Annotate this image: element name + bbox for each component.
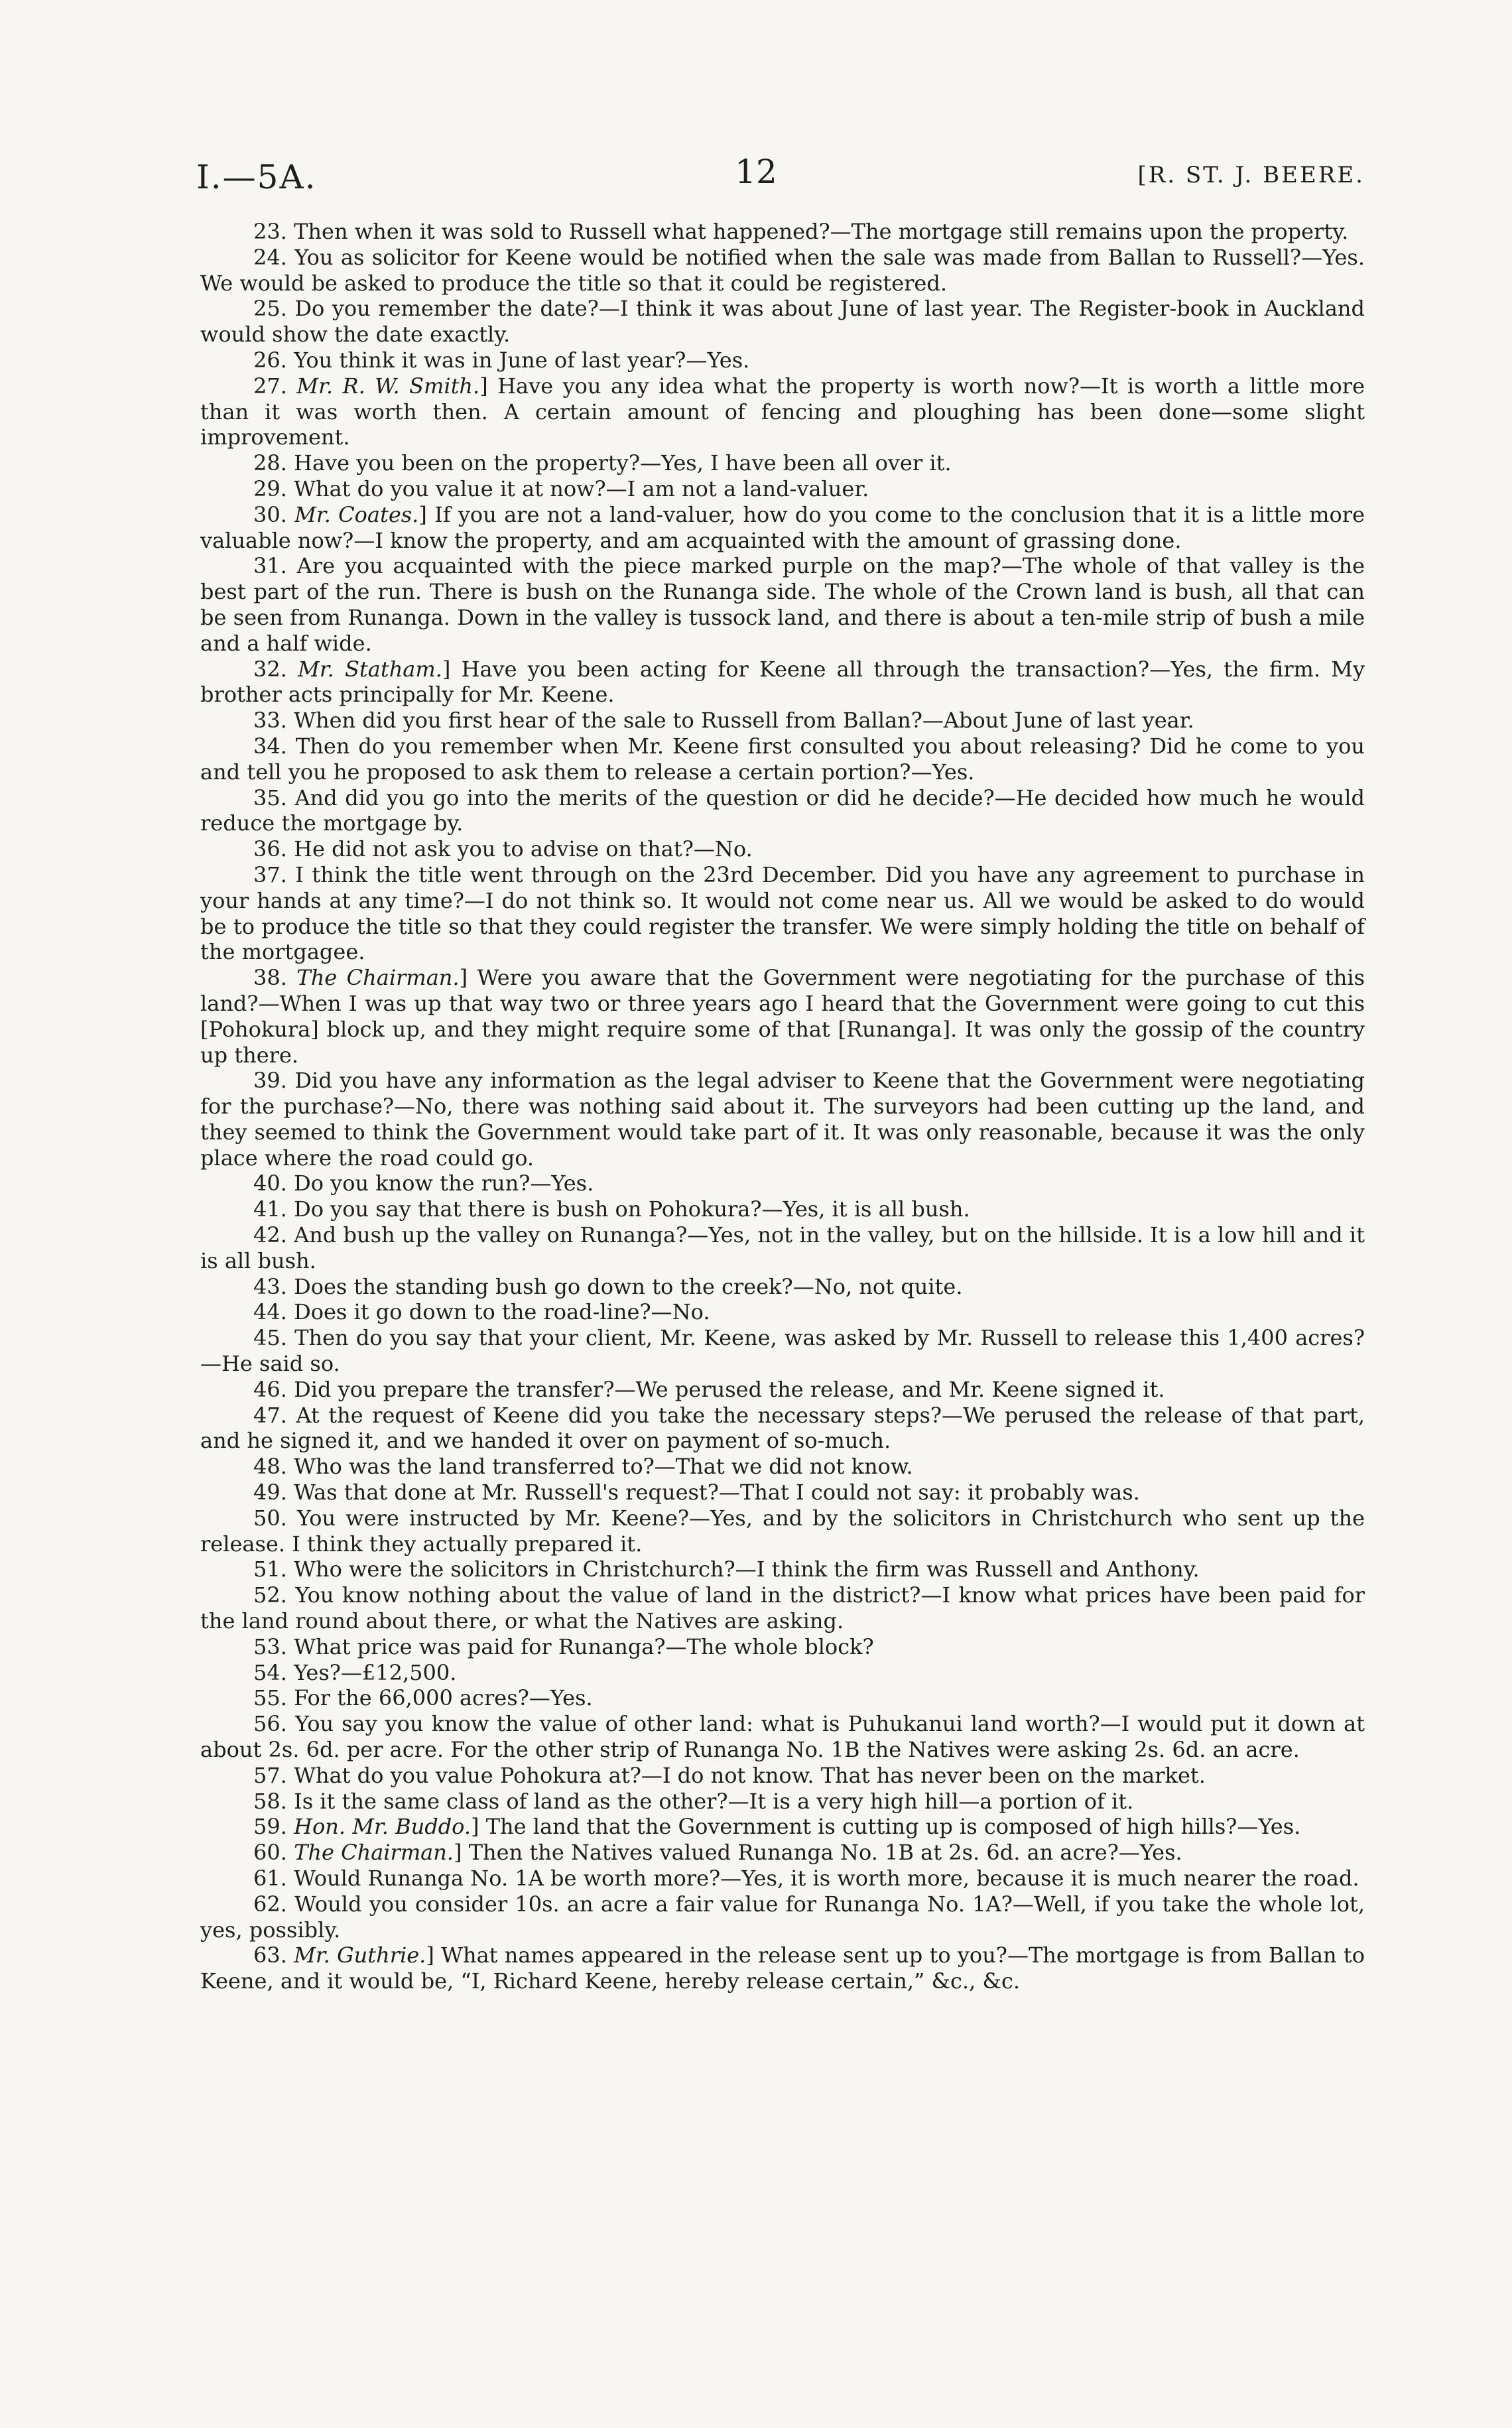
question-number: 30. [253,501,287,527]
speaker-name: Mr. Guthrie. [294,1943,426,1968]
question-answer-paragraph: 52. You know nothing about the value of land in the district?—I know what prices have been paid for the land round about there, or what the Natives are asking. [200,1582,1365,1634]
question-answer-paragraph: 42. And bush up the valley on Runanga?—Yes, not in the valley, but on the hillside. It is a low hill and it is all bush. [200,1222,1365,1273]
question-answer-paragraph: 46. Did you prepare the transfer?—We perused the release, and Mr. Keene signed it. [253,1376,1165,1402]
question-answer-paragraph: 45. Then do you say that your client, Mr. Keene, was asked by Mr. Russell to release this 1,400 acres?—He said so. [200,1325,1365,1377]
question-answer-paragraph: 56. You say you know the value of other land: what is Puhukanui land worth?—I would put it down at about 2s. 6d. per acre. For the other strip of Runanga No. 1B the Natives were asking 2s. 6d. an acre. [200,1711,1365,1763]
question-answer-paragraph [200,1814,1365,1840]
question-answer-paragraph [200,373,1365,450]
question-answer-paragraph: 47. At the request of Keene did you take the necessary steps?—We perused the release of that part, and he signed it, and we handed it over on payment of so-much. [200,1402,1365,1454]
speaker-name: Mr. Statham. [298,656,442,682]
question-answer-paragraph: 48. Who was the land transferred to?—That we did not know. [253,1454,913,1480]
question-number: 27. [253,373,287,399]
question-answer-paragraph: 40. Do you know the run?—Yes. [253,1171,594,1196]
question-answer-paragraph: 28. Have you been on the property?—Yes, I have been all over it. [253,450,952,476]
question-answer-paragraph: 51. Who were the solicitors in Christchurch?—I think the firm was Russell and Anthony. [253,1557,1200,1582]
speaker-name: Mr. R. W. Smith. [296,373,480,399]
question-answer-paragraph: 33. When did you first hear of the sale to Russell from Ballan?—About June of last year. [253,708,1194,734]
question-number: 63. [253,1943,287,1968]
question-answer-paragraph: 43. Does the standing bush go down to the creek?—No, not quite. [253,1273,963,1299]
paragraph-text: ] Then the Natives valued Runanga No. 1B at 2s. 6d. an acre?—Yes. [454,1840,1182,1866]
question-answer-paragraph: 36. He did not ask you to advise on that?—No. [253,836,753,862]
paragraph-text: ] What names appeared in the release sent up to you?—The mortgage is from Ballan to Keene, and it would be, “I, Richard Keene, hereby release certain,” &c., &c. [200,1943,1365,1994]
question-number: 60. [253,1840,287,1866]
speaker-name: The Chairman. [296,965,460,991]
question-answer-paragraph: 34. Then do you remember when Mr. Keene first consulted you about releasing? Did he come to you and tell you he proposed to ask them to release a certain portion?—Yes. [200,733,1365,785]
speaker-name: Hon. Mr. Buddo. [294,1814,472,1840]
question-answer-paragraph: 54. Yes?—£12,500. [253,1659,457,1685]
question-answer-paragraph: 62. Would you consider 10s. an acre a fair value for Runanga No. 1A?—Well, if you take the whole lot, yes, possibly. [200,1891,1365,1943]
question-answer-paragraph: 23. Then when it was sold to Russell what happened?—The mortgage still remains upon the property. [253,219,1349,244]
question-answer-paragraph: 57. What do you value Pohokura at?—I do not know. That has never been on the market. [253,1762,1206,1788]
question-answer-paragraph [200,1840,1365,1866]
page-number: 12 [735,153,777,191]
question-answer-paragraph: 31. Are you acquainted with the piece marked purple on the map?—The whole of that valley is the best part of the run. There is bush on the Runanga side. The whole of the Crown land is bush, all that can be seen from Runanga. Down in the valley is tussock land, and there is about a ten-mile strip of bush a mile and a half wide. [200,553,1365,656]
question-answer-paragraph: 58. Is it the same class of land as the other?—It is a very high hill—a portion of it. [253,1788,1134,1814]
speaker-name: The Chairman. [294,1840,454,1866]
question-answer-paragraph: 26. You think it was in June of last year?—Yes. [253,347,750,373]
paragraph-text: ] The land that the Government is cutting up is composed of high hills?—Yes. [471,1814,1301,1840]
question-answer-paragraph: 61. Would Runanga No. 1A be worth more?—Yes, it is worth more, because it is much nearer the road. [253,1866,1359,1891]
question-answer-paragraph [200,657,1365,708]
question-answer-paragraph [200,965,1365,1068]
question-answer-paragraph: 39. Did you have any information as the legal adviser to Keene that the Government were negotiating for the purchase?—No, there was nothing said about it. The surveyors had been cutting up the land, and they seemed to think the Government would take part of it. It was only reasonable, because it was the only place where the road could go. [200,1068,1365,1171]
speaker-name: Mr. Coates. [294,501,419,527]
question-answer-paragraph: 41. Do you say that there is bush on Pohokura?—Yes, it is all bush. [253,1196,970,1222]
question-answer-paragraph: 44. Does it go down to the road-line?—No. [253,1299,710,1325]
paper-reference: I.—5A. [196,158,317,196]
paragraph-text: ] Have you been acting for Keene all through the transaction?—Yes, the firm. My brother acts principally for Mr. Keene. [200,656,1365,708]
question-answer-paragraph: 35. And did you go into the merits of the question or did he decide?—He decided how much he would reduce the mortgage by. [200,785,1365,836]
question-answer-paragraph: 49. Was that done at Mr. Russell's request?—That I could not say: it probably was. [253,1480,1140,1505]
question-answer-paragraph [200,1943,1365,1994]
question-number: 59. [253,1814,287,1840]
question-answer-paragraph [200,502,1365,554]
paragraph-text: ] Have you any idea what the property is worth now?—It is worth a little more than it was worth then. A certain amount of fencing and ploughing has been done—some slight improvement. [200,373,1365,450]
question-answer-paragraph: 53. What price was paid for Runanga?—The whole block? [253,1633,874,1659]
witness-name: [R. ST. J. BEERE. [1137,162,1365,188]
question-number: 38. [253,965,287,991]
evidence-text [200,219,1365,1994]
question-answer-paragraph: 29. What do you value it at now?—I am not a land-valuer. [253,476,869,501]
paragraph-text: ] If you are not a land-valuer, how do you come to the conclusion that it is a little more valuable now?—I know the property, and am acquainted with the amount of grassing done. [200,501,1365,553]
question-answer-paragraph: 25. Do you remember the date?—I think it was about June of last year. The Register-book in Auckland would show the date exactly. [200,296,1365,348]
question-answer-paragraph: 37. I think the title went through on the 23rd December. Did you have any agreement to purchase in your hands at any time?—I do not think so. It would not come near us. All we would be asked to do would be to produce the title so that they could register the transfer. We were simply holding the title on behalf of the mortgagee. [200,862,1365,965]
question-answer-paragraph: 50. You were instructed by Mr. Keene?—Yes, and by the solicitors in Christchurch who sent up the release. I think they actually prepared it. [200,1505,1365,1557]
paragraph-text: ] Were you aware that the Government were negotiating for the purchase of this land?—When I was up that way two or three years ago I heard that the Government were going to cut this [Pohokura] block up, and they might require some of that [Runanga]. It was only the gossip of the country up there. [200,965,1365,1068]
question-answer-paragraph: 24. You as solicitor for Keene would be notified when the sale was made from Ballan to Russell?—Yes. We would be asked to produce the title so that it could be registered. [200,244,1365,296]
question-answer-paragraph: 55. For the 66,000 acres?—Yes. [253,1685,593,1711]
question-number: 32. [253,656,287,682]
